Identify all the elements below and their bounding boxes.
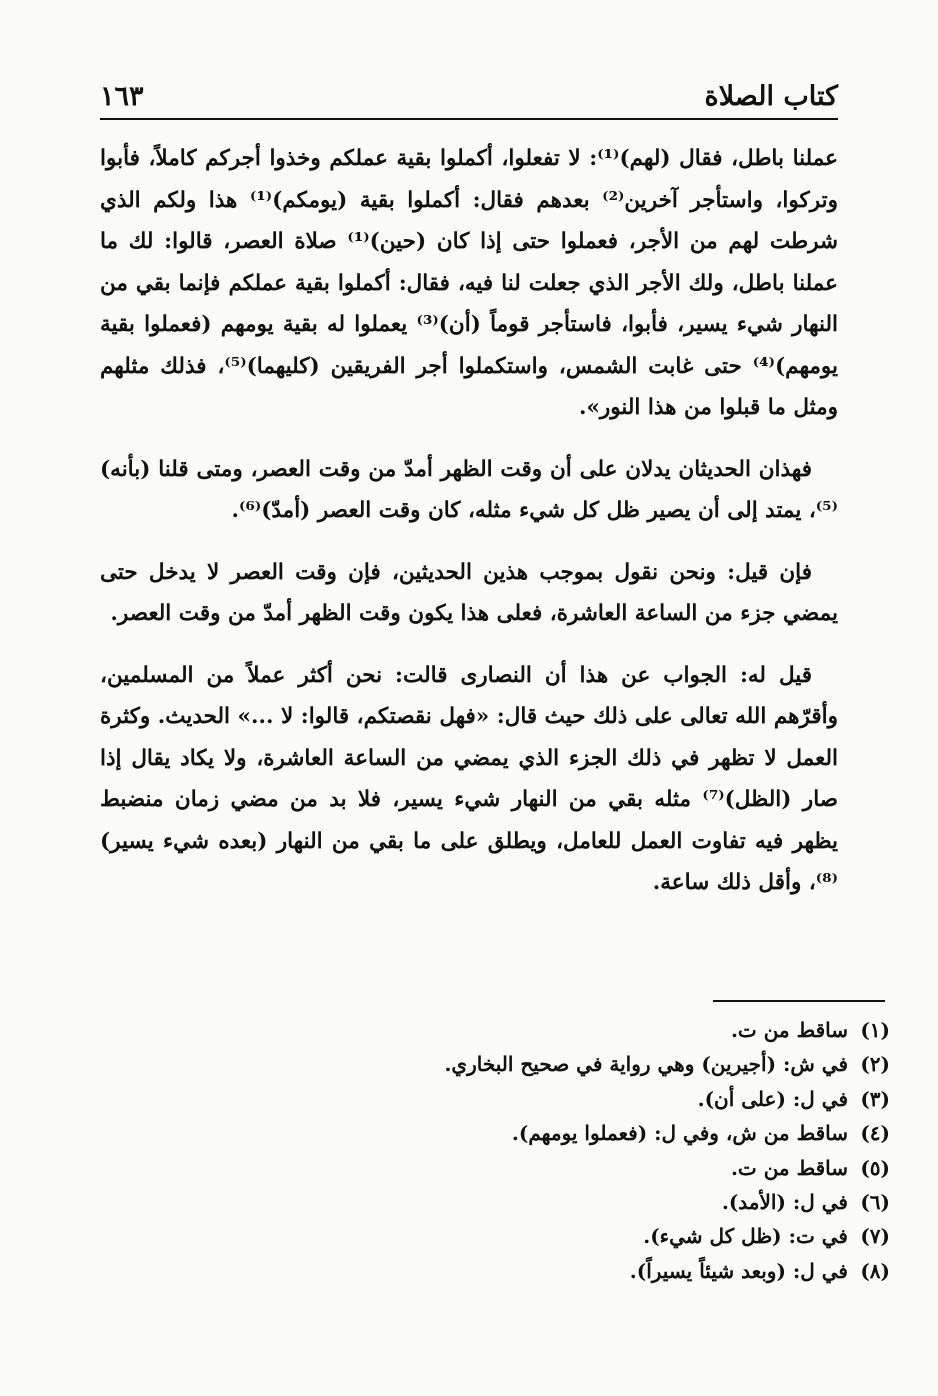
footnote-text: ساقط من ت. xyxy=(730,1018,848,1042)
footnote-number: (٢) xyxy=(860,1052,890,1077)
footnote-text: في ل: (على أن). xyxy=(697,1086,848,1111)
footnote xyxy=(170,1082,890,1116)
footnote xyxy=(170,1151,890,1185)
footnote-number: (٥) xyxy=(860,1155,890,1180)
footnote-number: (١) xyxy=(860,1018,890,1042)
footnote-text: ساقط من ش، وفي ل: (فعملوا يومهم). xyxy=(511,1121,848,1146)
page-header xyxy=(100,68,838,112)
paragraph: عملنا باطل، فقال (لهم)⁽¹⁾: لا تفعلوا، أكملوا بقية عملكم وخذوا أجركم كاملاً، فأبوا وتركوا، واستأجر آخرين⁽²⁾ بعدهم فقال: أكملوا بقية (يومكم)⁽¹⁾ هذا ولكم الذي شرطت لهم من الأجر، فعملوا حتى إذا كان (حين)⁽¹⁾ صلاة العصر، قالوا: لك ما عملنا باطل، ولك الأجر الذي جعلت لنا فيه، فقال: أكملوا بقية عملكم فإنما بقي من النهار شيء يسير، فأبوا، فاستأجر قوماً (أن)⁽³⁾ يعملوا له بقية يومهم (فعملوا بقية يومهم)⁽⁴⁾ حتى غابت الشمس، واستكملوا أجر الفريقين (كليهما)⁽⁵⁾، فذلك مثلهم ومثل ما قبلوا من هذا النور». xyxy=(100,146,838,420)
main-text xyxy=(100,138,838,904)
footnote xyxy=(170,1219,890,1253)
footnote xyxy=(170,1185,890,1219)
paragraph: قيل له: الجواب عن هذا أن النصارى قالت: نحن أكثر عملاً من المسلمين، وأقرّهم الله تعالى على ذلك حيث قال: «فهل نقصتكم، قالوا: لا ...» الحديث. وكثرة العمل لا تظهر في ذلك الجزء الذي يمضي من الساعة العاشرة، ولا يكاد يقال إذا صار (الظل)⁽⁷⁾ مثله بقي من النهار شيء يسير، فلا بد من مضي زمان منضبط يظهر فيه تفاوت العمل للعامل، ويطلق على ما بقي من النهار (بعده شيء يسير)⁽⁸⁾، وأقل ذلك ساعة. xyxy=(100,662,839,895)
footnote xyxy=(170,1116,890,1150)
chapter-title: كتاب الصلاة xyxy=(704,81,838,112)
footnote-rule xyxy=(713,1000,885,1002)
footnote-number: (٨) xyxy=(860,1258,890,1283)
footnote-text: في ش: (أجيرين) وهي رواية في صحيح البخاري. xyxy=(444,1052,848,1077)
footnote-text: ساقط من ت. xyxy=(730,1155,848,1180)
footnote-text: في ل: (وبعد شيئاً يسيراً). xyxy=(629,1258,848,1283)
page-number: ١٦٣ xyxy=(100,81,144,112)
footnote xyxy=(170,1013,890,1047)
paragraph: فإن قيل: ونحن نقول بموجب هذين الحديثين، فإن وقت العصر لا يدخل حتى يمضي جزء من الساعة العاشرة، فعلى هذا يكون وقت الظهر أمدّ من وقت العصر. xyxy=(100,559,838,626)
footnote xyxy=(170,1254,890,1288)
footnote-text: في ت: (ظل كل شيء). xyxy=(643,1224,848,1249)
footnote-number: (٣) xyxy=(860,1086,890,1111)
footnote-number: (٦) xyxy=(860,1190,890,1215)
paragraph: فهذان الحديثان يدلان على أن وقت الظهر أمدّ من وقت العصر، ومتى قلنا (بأنه)⁽⁵⁾، يمتد إلى أن يصير ظل كل شيء مثله، كان وقت العصر (أمدّ)⁽⁶⁾. xyxy=(100,456,838,523)
footnote xyxy=(170,1047,890,1081)
footnotes xyxy=(170,1013,890,1288)
footnote-number: (٧) xyxy=(860,1224,890,1249)
header-rule xyxy=(100,118,838,120)
footnote-number: (٤) xyxy=(860,1121,890,1146)
footnote-text: في ل: (الأمد). xyxy=(721,1190,848,1215)
